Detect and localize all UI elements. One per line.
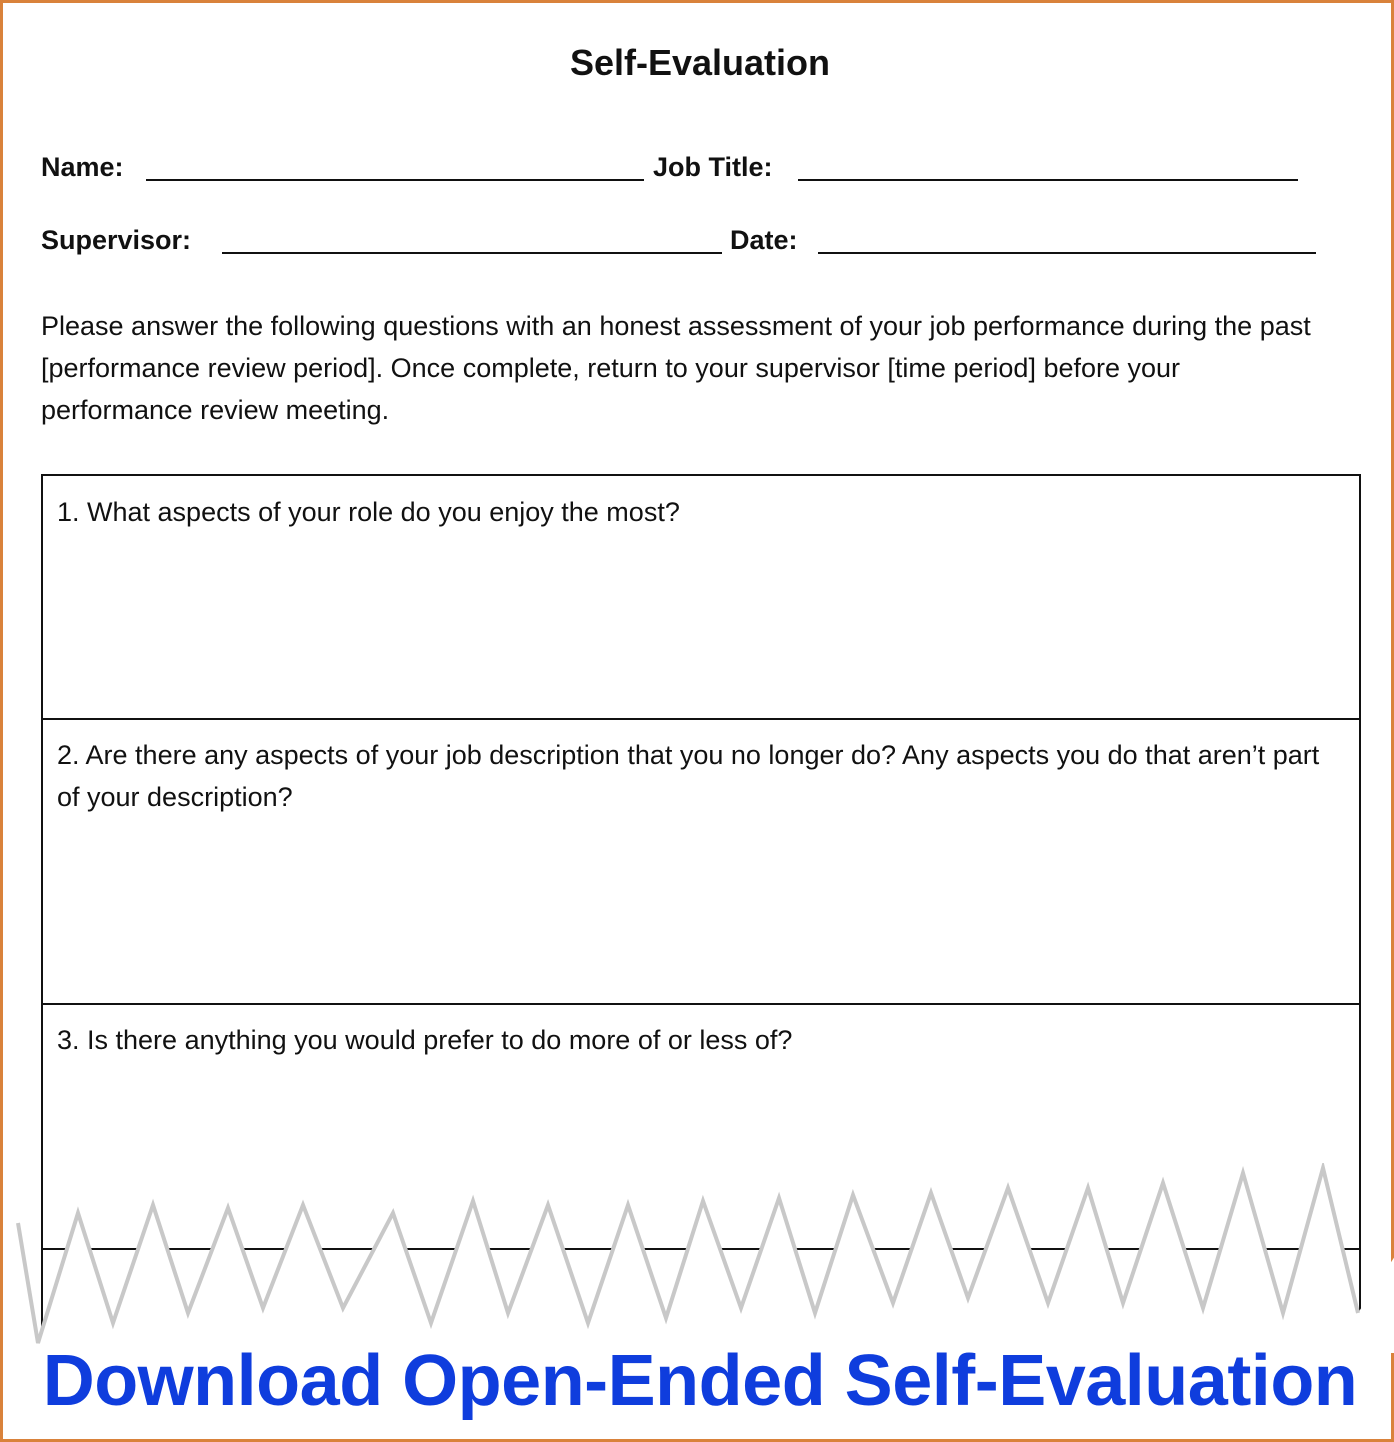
question-cell-2 — [43, 719, 1359, 1005]
torn-edge-graphic — [3, 1163, 1394, 1353]
question-text-3: 3. Is there anything you would prefer to do more of or less of? — [57, 1025, 793, 1055]
job-title-label: Job Title: — [653, 152, 773, 182]
instructions-paragraph: Please answer the following questions with an honest assessment of your job performance during the past [performance review period]. Once complete, return to your supervisor [time period] before your performance review meeting. — [41, 311, 1311, 425]
name-blank-line — [146, 179, 644, 181]
supervisor-blank-line — [222, 252, 722, 254]
supervisor-label: Supervisor: — [41, 225, 192, 255]
document-title: Self-Evaluation — [569, 42, 831, 83]
date-blank-line — [818, 252, 1316, 254]
job-title-blank-line — [798, 179, 1298, 181]
question-cell-1 — [43, 476, 1359, 720]
download-link[interactable]: Download Open-Ended Self-Evaluation — [42, 1341, 1358, 1421]
name-label: Name: — [41, 152, 124, 182]
date-label: Date: — [730, 225, 798, 255]
question-text-2: 2. Are there any aspects of your job description that you no longer do? Any aspects you do that aren’t part of your description? — [57, 740, 1320, 812]
question-text-1: 1. What aspects of your role do you enjoy the most? — [57, 497, 680, 527]
